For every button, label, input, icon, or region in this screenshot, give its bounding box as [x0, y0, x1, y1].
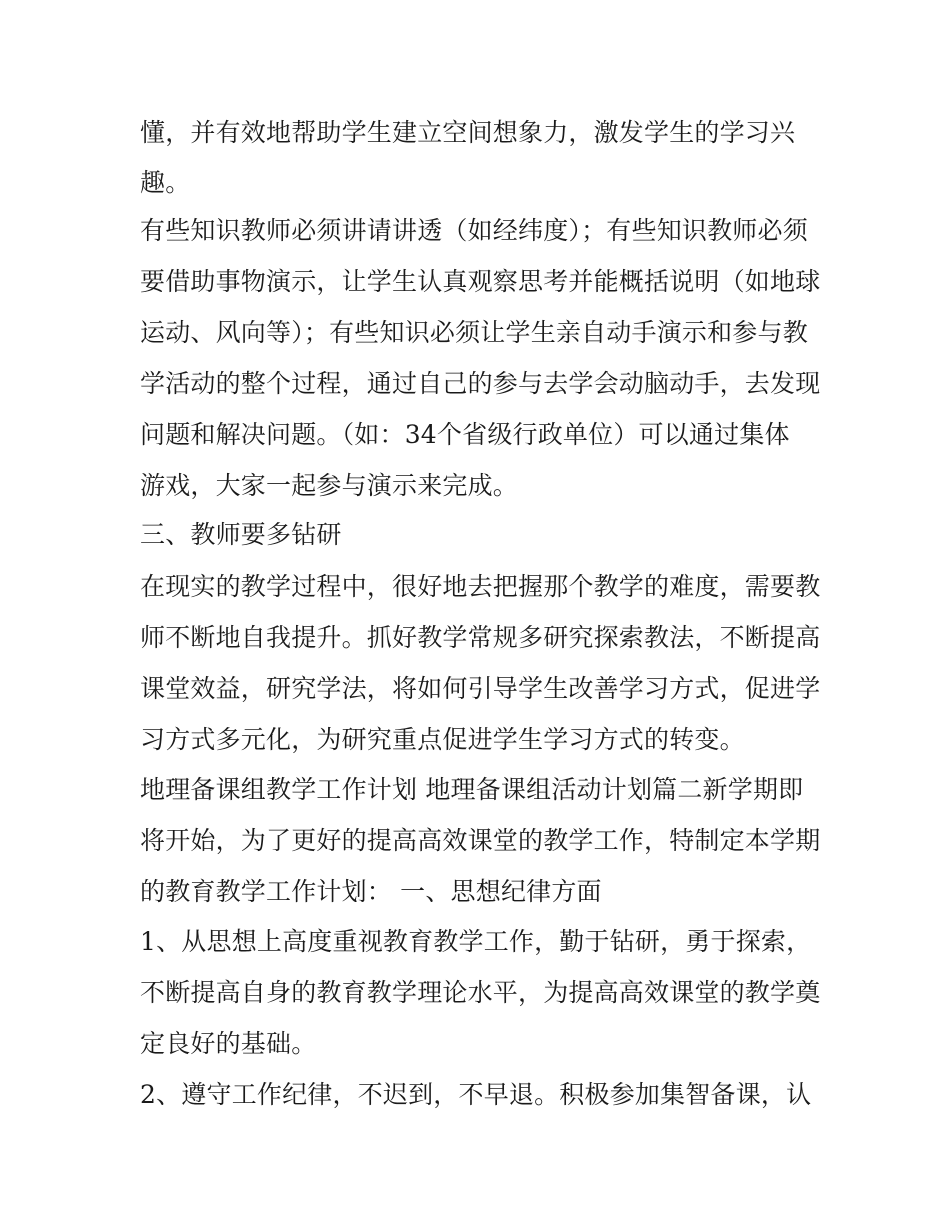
text-line: 师不断地自我提升。抓好教学常规多研究探索教法，不断提高: [140, 623, 821, 652]
text-line: 问题和解决问题。（如：34个省级行政单位）可以通过集体: [140, 420, 790, 449]
text-line: 习方式多元化，为研究重点促进学生学习方式的转变。: [140, 725, 745, 754]
text-line: 定良好的基础。: [140, 1029, 317, 1058]
text-line: 要借助事物演示，让学生认真观察思考并能概括说明（如地球: [140, 267, 821, 296]
text-line: 懂，并有效地帮助学生建立空间想象力，激发学生的学习兴: [140, 118, 796, 147]
text-line: 的教育教学工作计划： 一、思想纪律方面: [140, 877, 602, 906]
text-line: 运动、风向等）；有些知识必须让学生亲自动手演示和参与教: [140, 318, 808, 347]
text-line: 在现实的教学过程中，很好地去把握那个教学的难度，需要教: [140, 572, 821, 601]
text-line: 2、遵守工作纪律，不迟到，不早退。积极参加集智备课，认: [140, 1080, 812, 1109]
text-line: 趣。: [140, 168, 191, 197]
text-line: 地理备课组教学工作计划 地理备课组活动计划篇二新学期即: [140, 775, 804, 804]
text-line: 课堂效益，研究学法，将如何引导学生改善学习方式，促进学: [140, 674, 821, 703]
text-line: 学活动的整个过程，通过自己的参与去学会动脑动手，去发现: [140, 369, 821, 398]
text-line: 有些知识教师必须讲请讲透（如经纬度）；有些知识教师必须: [140, 216, 808, 245]
text-line: 游戏，大家一起参与演示来完成。: [140, 471, 519, 500]
text-line: 不断提高自身的教育教学理论水平，为提高高效课堂的教学奠: [140, 978, 821, 1007]
section-heading: 三、教师要多钻研: [140, 520, 342, 549]
text-line: 1、从思想上高度重视教育教学工作，勤于钻研，勇于探索，: [140, 927, 812, 956]
text-line: 将开始，为了更好的提高高效课堂的教学工作，特制定本学期: [140, 826, 821, 855]
